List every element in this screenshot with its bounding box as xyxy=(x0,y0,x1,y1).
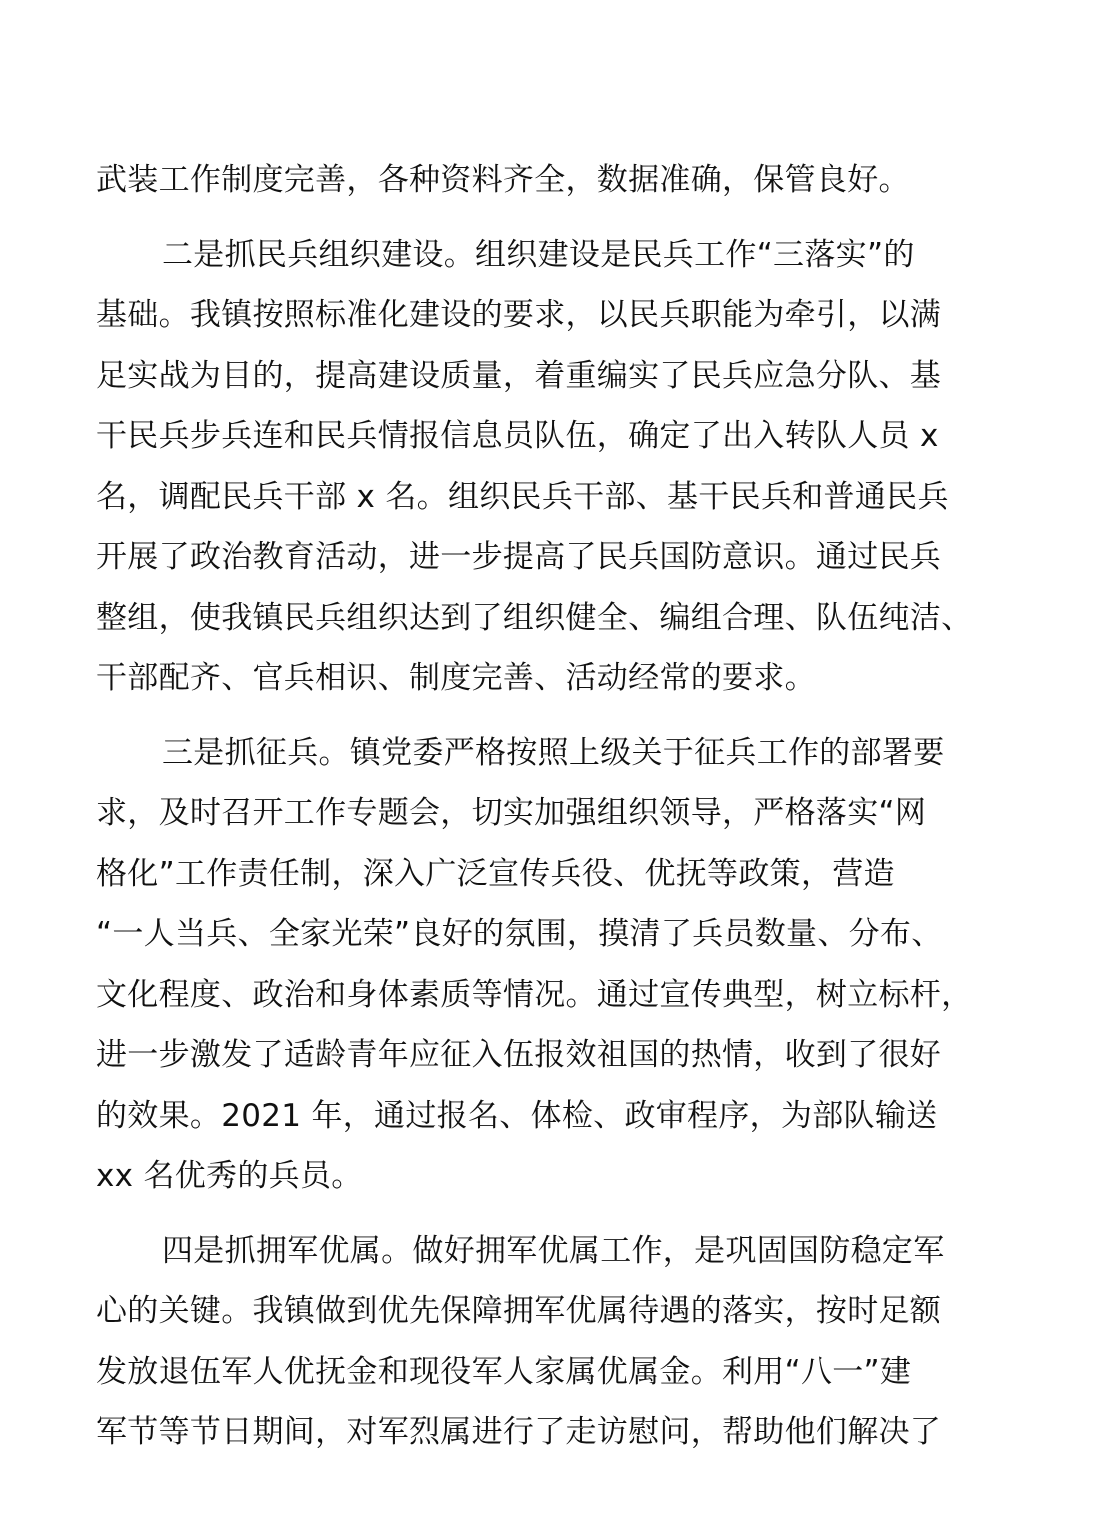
text-line: 格化”工作责任制，深入广泛宣传兵役、优抚等政策，营造 xyxy=(96,855,895,892)
text-line: 开展了政治教育活动，进一步提高了民兵国防意识。通过民兵 xyxy=(96,539,942,575)
paragraph-militia-organization xyxy=(96,225,1006,709)
text-line: 军节等节日期间，对军烈属进行了走访慰问，帮助他们解决了 xyxy=(96,1414,942,1450)
text-line: 二是抓民兵组织建设。组织建设是民兵工作“三落实”的 xyxy=(162,236,915,273)
text-line: 求，及时召开工作专题会，切实加强组织领导，严格落实“网 xyxy=(96,795,927,831)
text-line: 的效果。2021 年，通过报名、体检、政审程序，为部队输送 xyxy=(96,1097,938,1134)
text-line: 发放退伍军人优抚金和现役军人家属优属金。利用“八一”建 xyxy=(96,1353,912,1390)
text-line: 武装工作制度完善，各种资料齐全，数据准确，保管良好。 xyxy=(96,162,910,198)
text-line: 文化程度、政治和身体素质等情况。通过宣传典型，树立标杆， xyxy=(96,976,973,1013)
text-line: 干部配齐、官兵相识、制度完善、活动经常的要求。 xyxy=(96,660,816,696)
document-body xyxy=(96,150,1006,1463)
text-line: 四是抓拥军优属。做好拥军优属工作，是巩固国防稳定军 xyxy=(162,1232,945,1269)
text-line: 干民兵步兵连和民兵情报信息员队伍，确定了出入转队人员 x xyxy=(96,418,939,454)
text-line: “一人当兵、全家光荣”良好的氛围，摸清了兵员数量、分布、 xyxy=(96,916,943,952)
text-line: 进一步激发了适龄青年应征入伍报效祖国的热情，收到了很好 xyxy=(96,1037,942,1073)
text-line: 足实战为目的，提高建设质量，着重编实了民兵应急分队、基 xyxy=(96,357,942,394)
text-line: 整组，使我镇民兵组织达到了组织健全、编组合理、队伍纯洁、 xyxy=(96,599,973,636)
text-line: 心的关键。我镇做到优先保障拥军优属待遇的落实，按时足额 xyxy=(96,1293,942,1329)
text-line: 三是抓征兵。镇党委严格按照上级关于征兵工作的部署要 xyxy=(162,734,945,771)
text-line: 名，调配民兵干部 x 名。组织民兵干部、基干民兵和普通民兵 xyxy=(96,478,949,515)
paragraph-conscription xyxy=(96,723,1006,1207)
paragraph-support-army xyxy=(96,1221,1006,1463)
text-line: 基础。我镇按照标准化建设的要求，以民兵职能为牵引，以满 xyxy=(96,297,942,333)
text-line: xx 名优秀的兵员。 xyxy=(96,1158,363,1194)
paragraph-continuation xyxy=(96,150,1006,211)
